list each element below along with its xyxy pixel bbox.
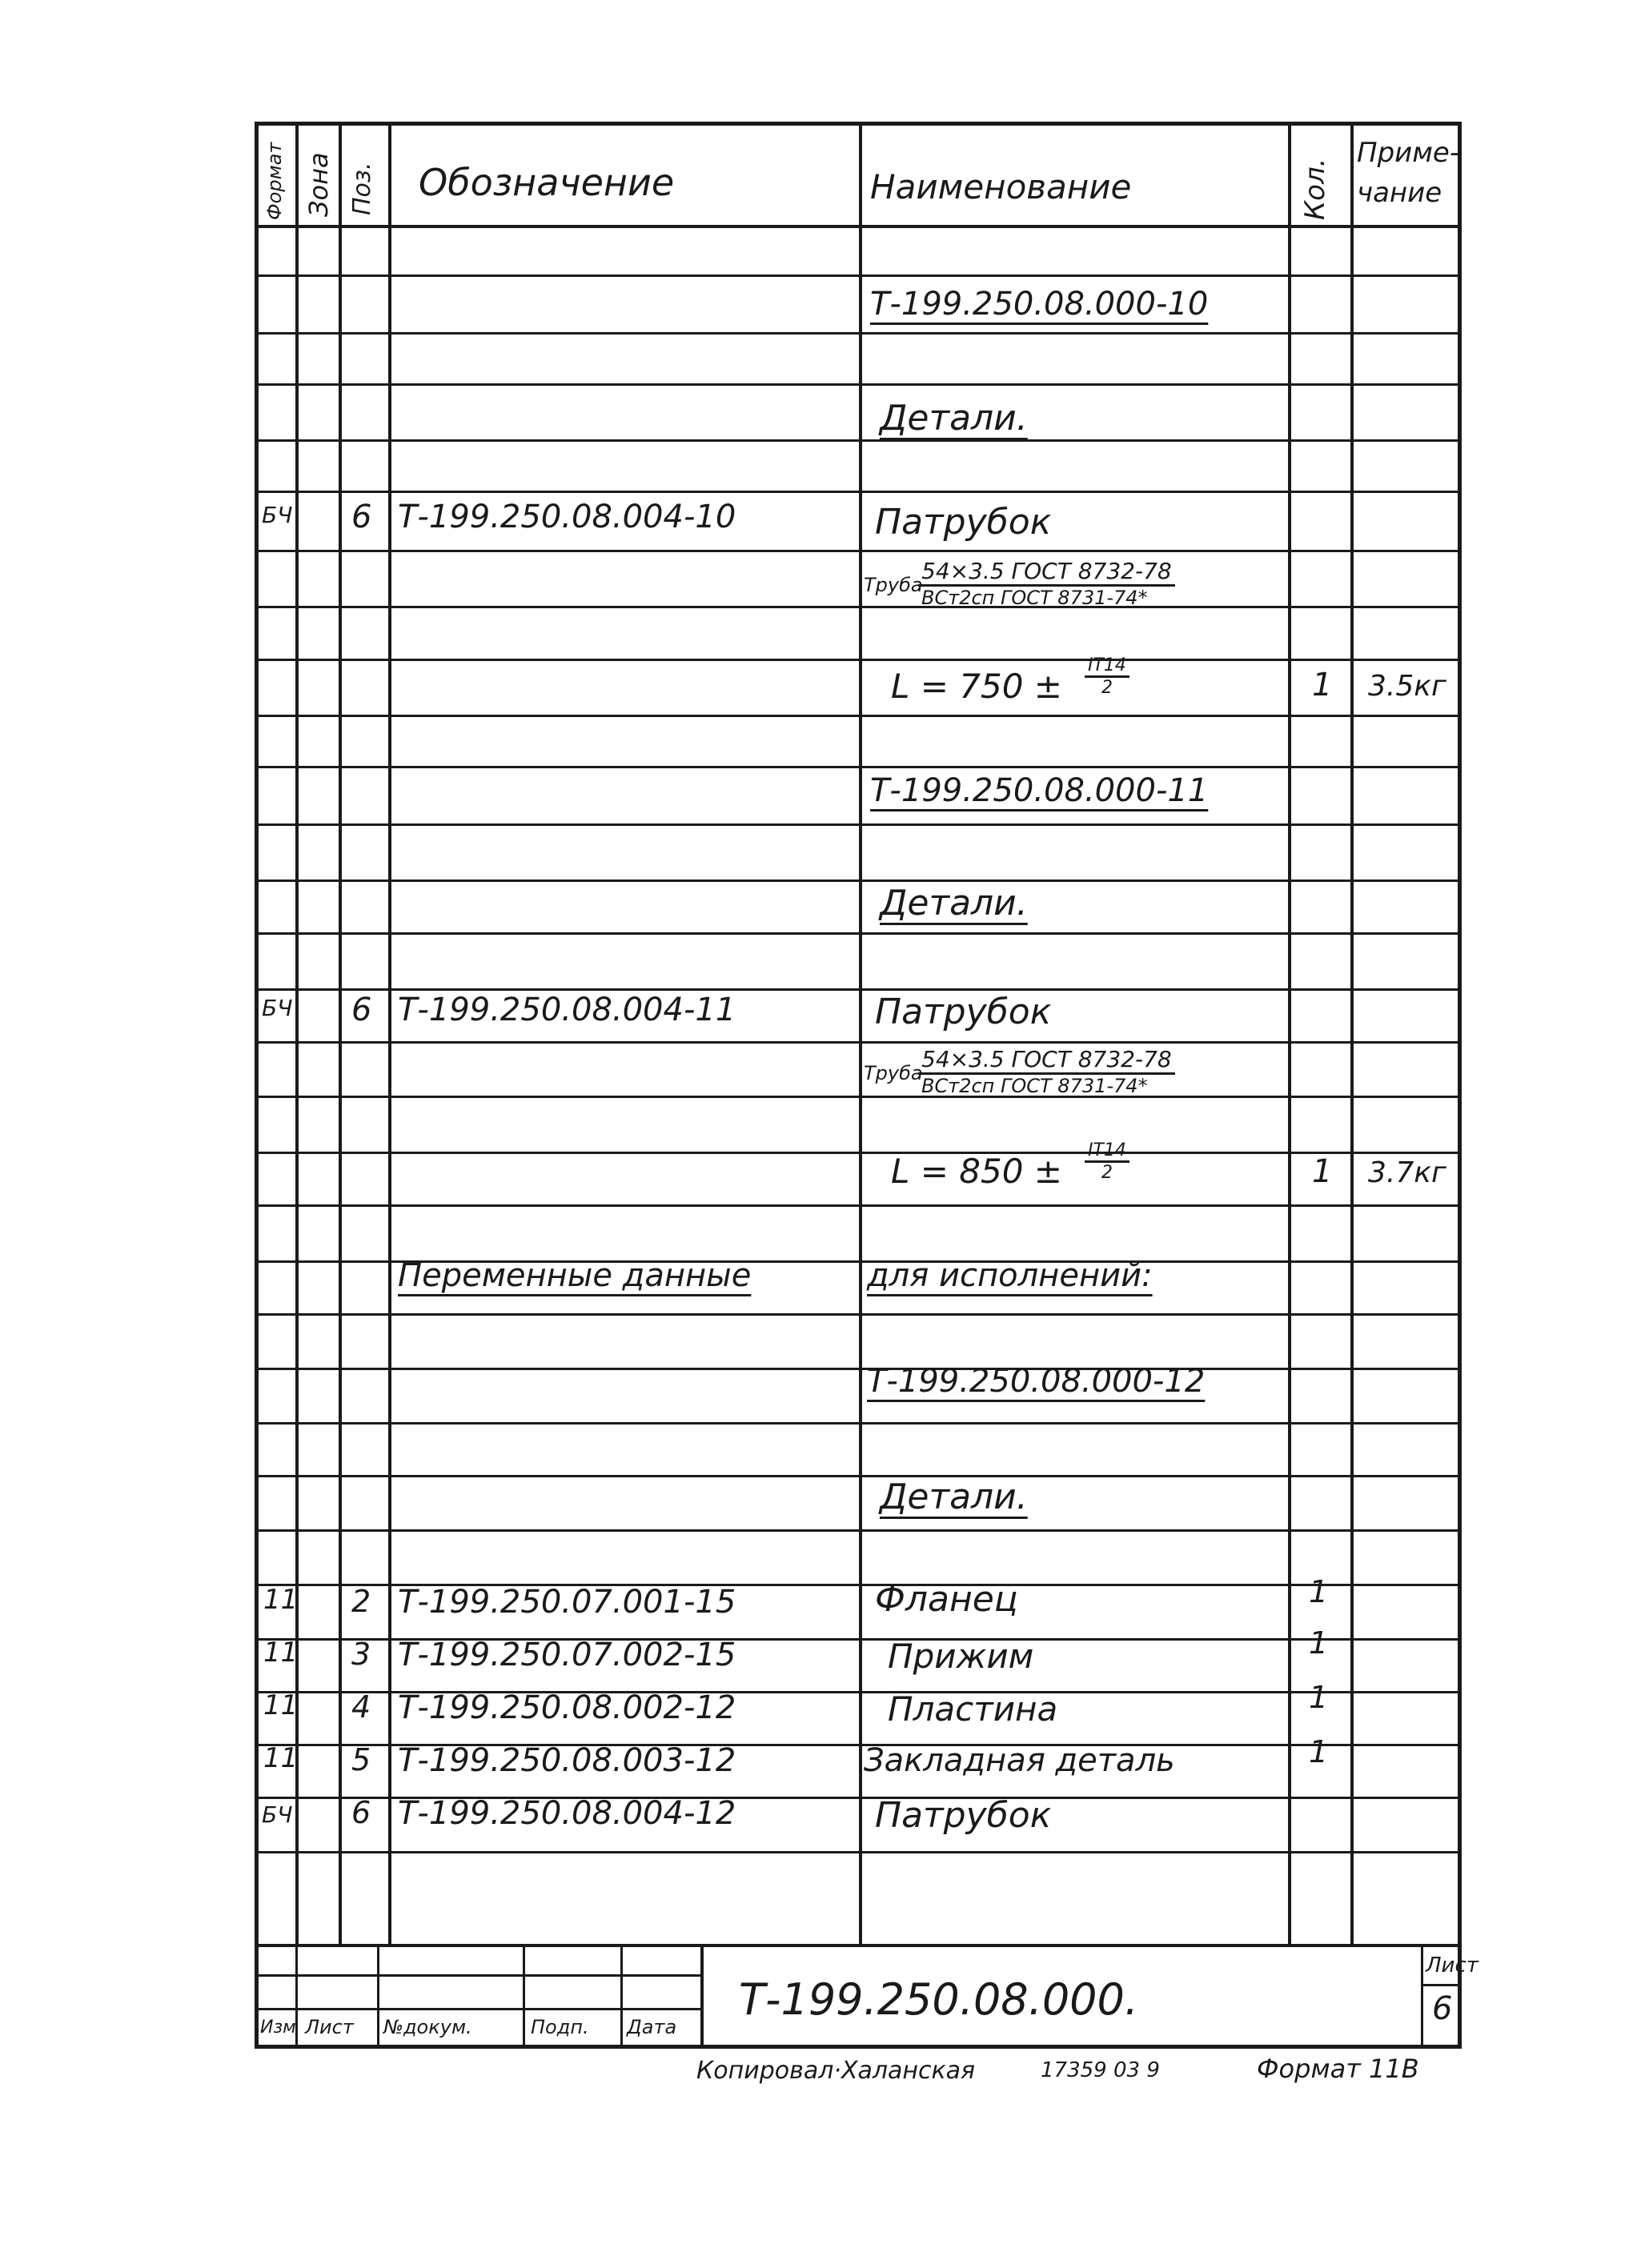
length-value: L = 850 ± (891, 1152, 1062, 1191)
title-block-divider (377, 1944, 379, 2045)
row-line (259, 1529, 1458, 1532)
tube-label: Труба (864, 574, 923, 596)
part-qty: 1 (1309, 1734, 1329, 1769)
row-line (259, 1096, 1458, 1098)
row-line (259, 606, 1458, 608)
tube-label: Труба (864, 1062, 923, 1084)
tb-doc-no: №докум. (383, 2016, 472, 2038)
part-format: БЧ (262, 1801, 293, 1828)
title-block-divider (523, 1944, 525, 2045)
row-designation: Т-199.250.08.004-11 (398, 992, 736, 1028)
tube-spec-material: ВСт2сп ГОСТ 8731-74* (921, 1075, 1148, 1097)
variant-title-12: Т-199.250.08.000-12 (867, 1363, 1206, 1400)
row-designation: Т-199.250.08.004-10 (398, 499, 736, 535)
tb-date: Дата (627, 2016, 677, 2038)
col-divider-designation (388, 126, 391, 1944)
part-designation: Т-199.250.08.003-12 (398, 1742, 736, 1779)
section-title-details: Детали. (880, 883, 1028, 924)
title-block-line (259, 2008, 700, 2010)
row-line (259, 766, 1458, 768)
row-line (259, 274, 1458, 277)
part-format: 11 (263, 1637, 299, 1669)
header-zone: Зона (303, 152, 334, 217)
col-divider-name (859, 126, 862, 1944)
part-designation: Т-199.250.07.001-15 (398, 1584, 736, 1621)
row-note: 3.5кг (1368, 670, 1446, 703)
variant-title-11: Т-199.250.08.000-11 (870, 772, 1209, 809)
length-tolerance-fraction (1085, 1140, 1129, 1183)
row-qty: 1 (1312, 667, 1333, 703)
tb-sign: Подп. (531, 2016, 589, 2038)
row-line (259, 1851, 1458, 1853)
tube-spec-size: 54×3.5 ГОСТ 8732-78 (918, 558, 1175, 587)
row-line (259, 1313, 1458, 1316)
length-tolerance-fraction (1085, 655, 1129, 698)
tb-list: Лист (305, 2016, 354, 2038)
part-qty: 1 (1309, 1625, 1329, 1661)
part-name: Фланец (875, 1579, 1018, 1620)
row-line (259, 988, 1458, 991)
copy-code: 17359 03 9 (1041, 2058, 1160, 2082)
variant-title-10: Т-199.250.08.000-10 (870, 286, 1209, 323)
row-line (259, 715, 1458, 717)
part-pos: 5 (351, 1742, 371, 1777)
row-line (259, 1041, 1458, 1044)
row-pos: 6 (351, 499, 372, 535)
part-pos: 3 (351, 1637, 371, 1672)
header-designation: Обозначение (419, 161, 675, 204)
header-name: Наименование (870, 167, 1132, 206)
tb-sheet-number: 6 (1432, 1990, 1453, 2027)
row-line (259, 550, 1458, 552)
part-format: 11 (263, 1689, 299, 1721)
row-format: БЧ (262, 995, 293, 1021)
col-divider-qty (1288, 126, 1291, 1944)
tube-spec-fraction (918, 558, 1175, 609)
header-format: Формат (263, 142, 286, 220)
part-pos: 2 (351, 1584, 371, 1619)
part-pos: 4 (351, 1689, 371, 1725)
header-note-line2: чание (1357, 177, 1442, 209)
drawing-frame (255, 122, 1478, 2049)
row-line (259, 880, 1458, 882)
part-name: Пластина (888, 1689, 1058, 1729)
copied-by: Копировал·Халанская (696, 2057, 976, 2085)
row-name: Патрубок (875, 502, 1052, 543)
part-designation: Т-199.250.08.002-12 (398, 1689, 736, 1726)
row-line (259, 1368, 1458, 1370)
header-bottom-line (259, 225, 1458, 228)
header-pos: Поз. (348, 162, 376, 215)
title-block-line (1421, 1984, 1458, 1986)
row-pos: 6 (351, 992, 372, 1028)
row-line (259, 1152, 1458, 1154)
row-line (259, 491, 1458, 493)
col-divider-pos (339, 126, 342, 1944)
row-line (259, 1944, 1458, 1947)
row-name: Патрубок (875, 992, 1052, 1032)
variable-data-heading-cont: для исполнений: (867, 1257, 1153, 1294)
tube-spec-material: ВСт2сп ГОСТ 8731-74* (921, 587, 1148, 609)
header-note-line1: Приме- (1357, 137, 1460, 169)
part-name: Прижим (888, 1637, 1034, 1676)
row-qty: 1 (1312, 1153, 1333, 1190)
variable-data-heading: Переменные данные (398, 1257, 752, 1294)
title-block-divider (620, 1944, 623, 2045)
section-title-details: Детали. (880, 1477, 1028, 1517)
row-line (259, 659, 1458, 661)
row-line (259, 439, 1458, 442)
part-format: 11 (263, 1742, 299, 1774)
part-format: 11 (263, 1584, 299, 1616)
row-line (259, 932, 1458, 935)
tb-sheet-label: Лист (1426, 1953, 1478, 1977)
tolerance-grade: IT14 (1085, 655, 1129, 678)
part-name: Закладная деталь (864, 1742, 1175, 1779)
length-value: L = 750 ± (891, 667, 1062, 706)
part-pos: 6 (351, 1795, 371, 1830)
part-name: Патрубок (875, 1795, 1052, 1836)
part-designation: Т-199.250.07.002-15 (398, 1637, 736, 1673)
row-line (259, 1204, 1458, 1207)
title-block-divider (1421, 1944, 1423, 2045)
tube-spec-size: 54×3.5 ГОСТ 8732-78 (918, 1046, 1175, 1075)
section-title-details: Детали. (880, 398, 1028, 439)
part-qty: 1 (1309, 1574, 1329, 1609)
col-divider-note (1350, 126, 1354, 1944)
title-block-divider (700, 1944, 704, 2045)
tb-designation: Т-199.250.08.000. (739, 1974, 1139, 2025)
row-line (259, 332, 1458, 335)
row-format: БЧ (262, 502, 293, 528)
title-block-line (259, 1974, 700, 1977)
row-note: 3.7кг (1368, 1156, 1446, 1189)
sheet-format: Формат 11В (1257, 2054, 1419, 2084)
header-qty: Кол. (1299, 158, 1331, 220)
tolerance-divisor: 2 (1101, 678, 1113, 698)
tolerance-divisor: 2 (1101, 1163, 1113, 1183)
row-line (259, 1475, 1458, 1477)
part-designation: Т-199.250.08.004-12 (398, 1795, 736, 1832)
part-qty: 1 (1309, 1680, 1329, 1715)
tolerance-grade: IT14 (1085, 1140, 1129, 1163)
row-line (259, 823, 1458, 826)
col-divider-zone (295, 126, 299, 1944)
row-line (259, 383, 1458, 386)
tube-spec-fraction (918, 1046, 1175, 1097)
tb-izm: Изм (260, 2018, 296, 2038)
row-line (259, 1422, 1458, 1425)
